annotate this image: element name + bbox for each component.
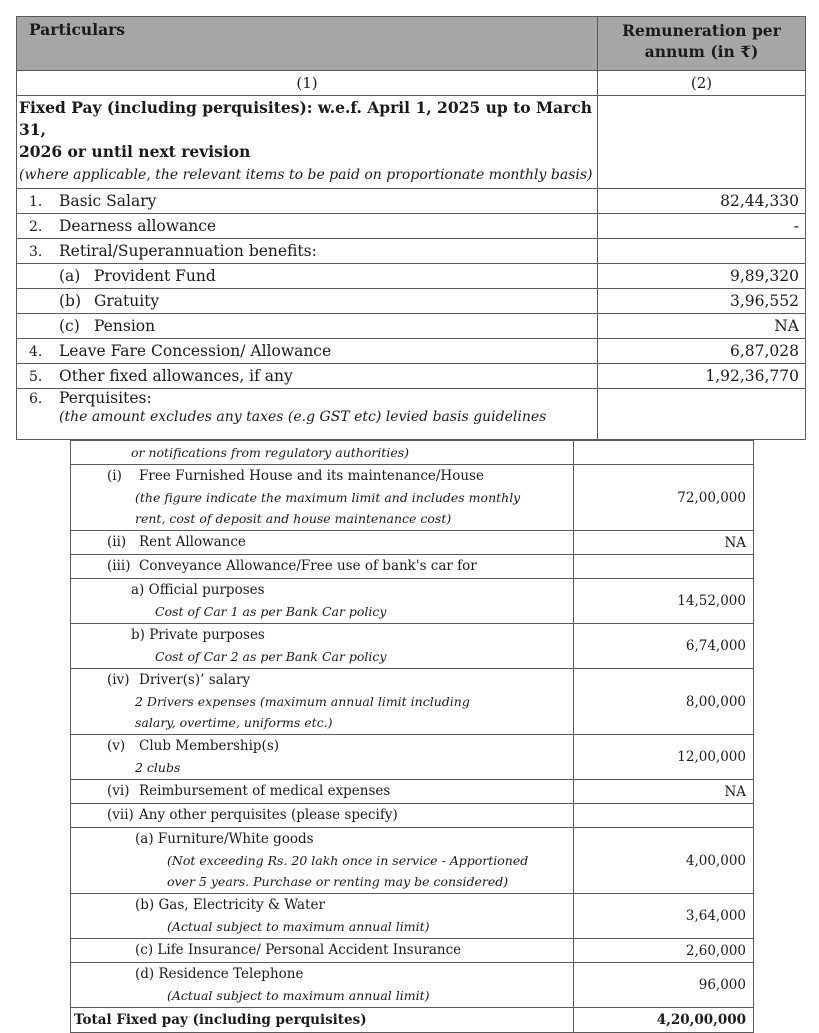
row-number: (ii) — [107, 534, 127, 550]
row-number: (i) — [107, 468, 122, 484]
row-value: 14,52,000 — [574, 579, 754, 624]
row-number: (v) — [107, 738, 126, 754]
row-value: 3,96,552 — [598, 289, 806, 314]
row-label: Gas, Electricity & Water — [158, 897, 325, 913]
table-row — [17, 314, 806, 339]
row-label: Life Insurance/ Personal Accident Insurance — [157, 942, 462, 958]
row-value: 2,60,000 — [574, 939, 754, 963]
row-value: NA — [574, 531, 754, 555]
table-row-perquisites — [17, 389, 806, 440]
row-number: (b) — [135, 897, 155, 913]
row-value: 96,000 — [574, 963, 754, 1008]
header-remuneration — [598, 17, 806, 71]
header-particulars: Particulars — [17, 17, 598, 71]
row-note: Cost of Car 2 as per Bank Car policy — [155, 649, 387, 664]
total-value: 4,20,00,000 — [574, 1008, 754, 1033]
table-row — [17, 289, 806, 314]
row-value: 72,00,000 — [574, 465, 754, 531]
row-note: (the figure indicate the maximum limit and includes monthly — [135, 490, 521, 505]
row-label: Private purposes — [149, 627, 265, 643]
column-number-1: (1) — [17, 71, 598, 96]
row-number: (b) — [59, 292, 82, 310]
row-label: Any other perquisites (please specify) — [139, 807, 398, 823]
fixed-pay-heading-row — [17, 96, 806, 189]
header-remuneration-line1: Remuneration per — [622, 21, 781, 40]
table-row — [71, 531, 754, 555]
table-row — [71, 669, 754, 735]
row-note: over 5 years. Purchase or renting may be considered) — [167, 874, 509, 889]
table-row — [17, 339, 806, 364]
row-number: (c) — [59, 317, 80, 335]
row-label: Furniture/White goods — [157, 831, 314, 847]
total-row — [71, 1008, 754, 1033]
row-value: 6,87,028 — [598, 339, 806, 364]
row-label: Other fixed allowances, if any — [59, 367, 293, 385]
table-row — [71, 465, 754, 531]
fixed-pay-note: (where applicable, the relevant items to be paid on proportionate monthly basis) — [19, 167, 593, 183]
row-number: (d) — [135, 966, 155, 982]
row-number: (a) — [59, 267, 81, 285]
row-label: Conveyance Allowance/Free use of bank's car for — [139, 558, 477, 574]
continuation-row — [71, 441, 754, 465]
row-value: 6,74,000 — [574, 624, 754, 669]
table-row — [71, 579, 754, 624]
row-number: (iv) — [107, 672, 130, 688]
row-number: a) — [131, 582, 145, 598]
row-number: b) — [131, 627, 145, 643]
table-row — [17, 239, 806, 264]
row-note: (Actual subject to maximum annual limit) — [167, 919, 430, 934]
table-row — [71, 624, 754, 669]
row-label: Provident Fund — [94, 267, 216, 285]
table-header-row — [17, 17, 806, 71]
row-label: Basic Salary — [59, 192, 157, 210]
row-note: (Not exceeding Rs. 20 lakh once in service - Apportioned — [167, 853, 529, 868]
table-row — [71, 963, 754, 1008]
table-row — [71, 804, 754, 828]
row-value: 1,92,36,770 — [598, 364, 806, 389]
perquisites-note: (the amount excludes any taxes (e.g GST etc) levied basis guidelines — [59, 409, 547, 425]
row-note: salary, overtime, uniforms etc.) — [135, 715, 333, 730]
row-note: (Actual subject to maximum annual limit) — [167, 988, 430, 1003]
total-label: Total Fixed pay (including perquisites) — [71, 1008, 574, 1033]
row-label: Perquisites: — [59, 389, 152, 407]
row-number: (vi) — [107, 783, 130, 799]
row-number: 6. — [29, 391, 43, 407]
row-note: 2 clubs — [135, 760, 181, 775]
table-row — [71, 828, 754, 894]
row-label: Retiral/Superannuation benefits: — [59, 242, 317, 260]
row-label: Rent Allowance — [139, 534, 246, 550]
row-value — [598, 389, 806, 440]
fixed-pay-title-line2: 2026 or until next revision — [19, 142, 251, 161]
row-number: (vii) — [107, 807, 134, 823]
row-number: 1. — [29, 194, 43, 210]
row-number: 2. — [29, 219, 43, 235]
row-value — [574, 555, 754, 579]
table-row — [71, 894, 754, 939]
row-label: Gratuity — [94, 292, 160, 310]
table-row — [71, 735, 754, 780]
row-value: - — [598, 214, 806, 239]
row-value: 9,89,320 — [598, 264, 806, 289]
row-value: NA — [598, 314, 806, 339]
row-number: (c) — [135, 942, 154, 958]
row-value: 12,00,000 — [574, 735, 754, 780]
table-row — [17, 264, 806, 289]
table-row — [17, 364, 806, 389]
row-label: Leave Fare Concession/ Allowance — [59, 342, 332, 360]
row-value: 82,44,330 — [598, 189, 806, 214]
row-number: (a) — [135, 831, 154, 847]
row-label: Driver(s)’ salary — [139, 672, 251, 688]
row-value: NA — [574, 780, 754, 804]
row-number: 3. — [29, 244, 43, 260]
row-value: 8,00,000 — [574, 669, 754, 735]
table-row — [71, 780, 754, 804]
row-number: 5. — [29, 369, 43, 385]
row-note: 2 Drivers expenses (maximum annual limit including — [135, 694, 470, 709]
remuneration-table-part1 — [16, 16, 806, 440]
fixed-pay-value-empty — [598, 96, 806, 189]
row-note: rent, cost of deposit and house maintenance cost) — [135, 511, 452, 526]
row-label: Residence Telephone — [158, 966, 304, 982]
row-label: Official purposes — [148, 582, 265, 598]
row-value: 3,64,000 — [574, 894, 754, 939]
row-label: Reimbursement of medical expenses — [139, 783, 391, 799]
row-value: 4,00,000 — [574, 828, 754, 894]
fixed-pay-heading — [17, 96, 598, 189]
table-row — [71, 939, 754, 963]
fixed-pay-title-line1: Fixed Pay (including perquisites): w.e.f. April 1, 2025 up to March 31, — [19, 98, 593, 139]
header-remuneration-line2: annum (in ₹) — [644, 42, 759, 61]
row-note: Cost of Car 1 as per Bank Car policy — [155, 604, 387, 619]
row-label: Free Furnished House and its maintenance/House — [139, 468, 484, 484]
row-value — [598, 239, 806, 264]
column-number-row — [17, 71, 806, 96]
continuation-note: or notifications from regulatory authorities) — [131, 445, 410, 460]
remuneration-table-part2 — [70, 440, 754, 1033]
row-label: Pension — [94, 317, 156, 335]
row-label: Dearness allowance — [59, 217, 217, 235]
table-row — [17, 214, 806, 239]
row-label: Club Membership(s) — [139, 738, 280, 754]
table-row — [71, 555, 754, 579]
row-number: (iii) — [107, 558, 131, 574]
table-row — [17, 189, 806, 214]
column-number-2: (2) — [598, 71, 806, 96]
row-number: 4. — [29, 344, 43, 360]
row-value — [574, 804, 754, 828]
